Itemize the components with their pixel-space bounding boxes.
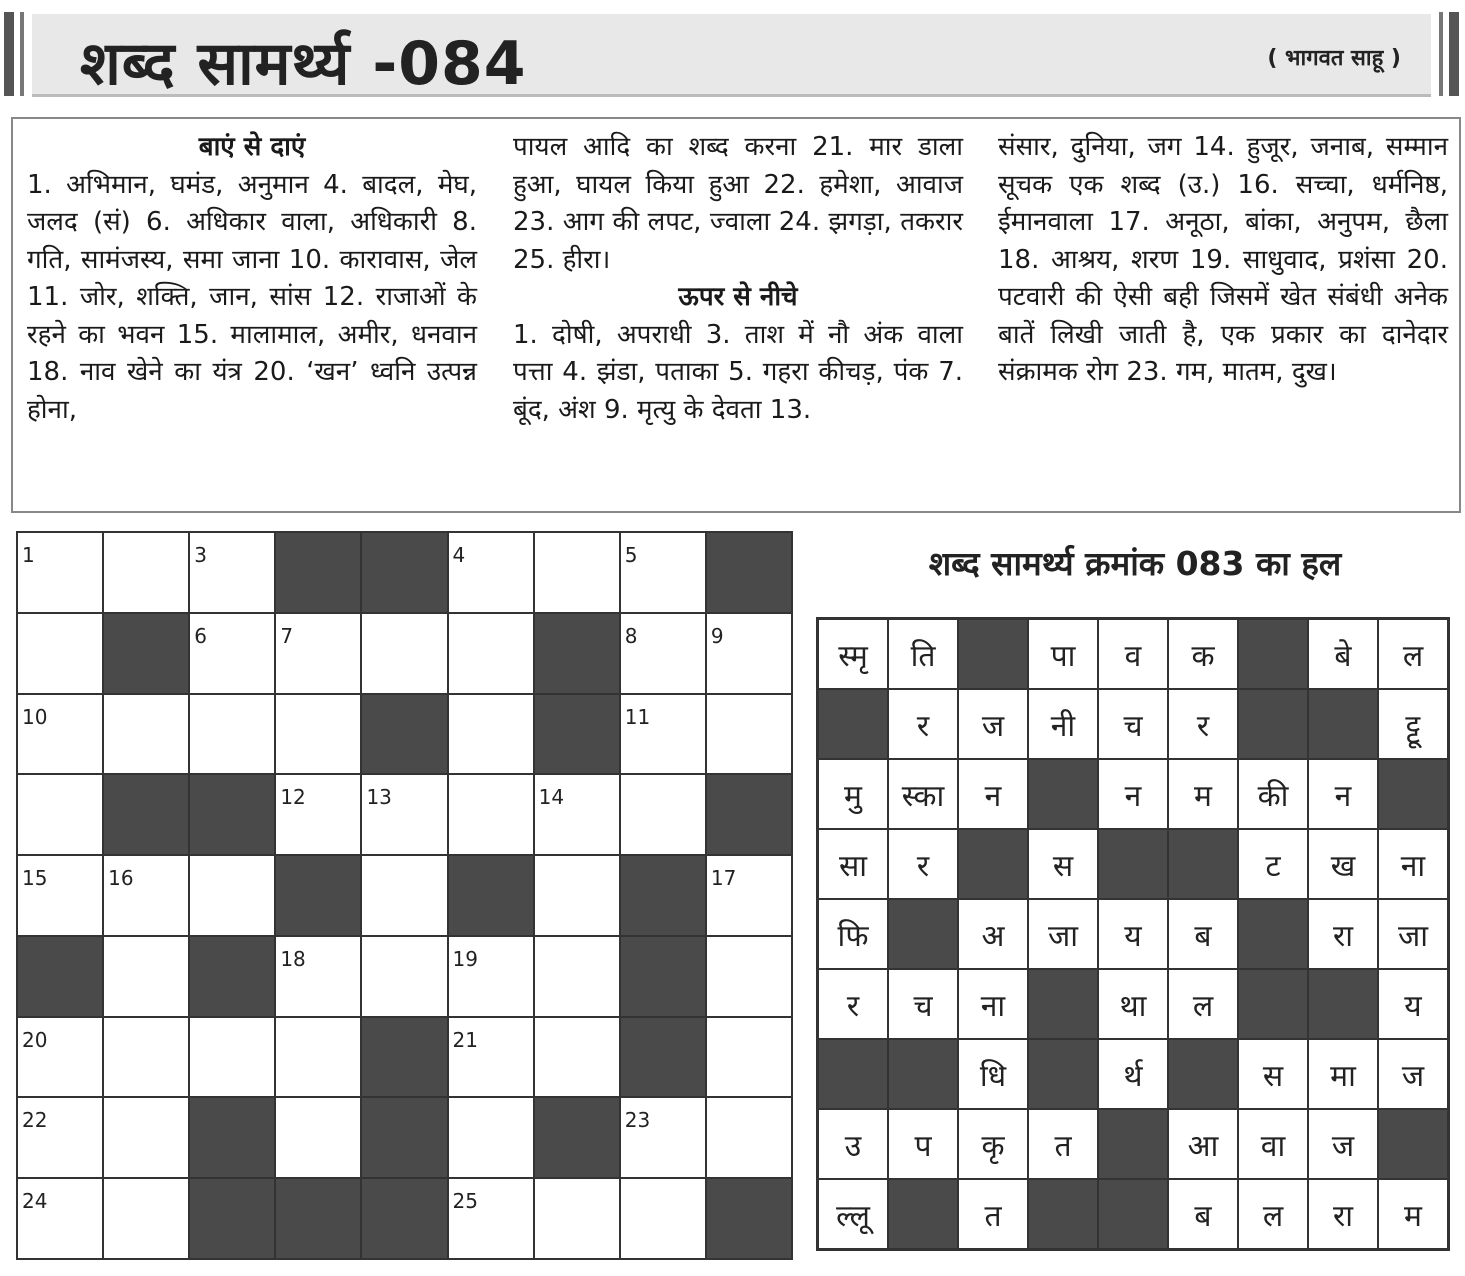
- solution-cell-blocked: [1098, 1179, 1168, 1249]
- grid-cell-blocked: [706, 774, 792, 855]
- solution-cell: ज: [1378, 1039, 1448, 1109]
- clue-number: 22: [22, 1108, 48, 1133]
- grid-cell[interactable]: [17, 1178, 103, 1259]
- grid-cell-blocked: [103, 774, 189, 855]
- solution-cell: रा: [1308, 899, 1378, 969]
- grid-cell[interactable]: [706, 1017, 792, 1098]
- solution-cell: ट: [1238, 829, 1308, 899]
- grid-cell-blocked: [534, 1097, 620, 1178]
- grid-cell[interactable]: [103, 1178, 189, 1259]
- solution-cell: र: [1168, 689, 1238, 759]
- clue-number: 6: [194, 623, 207, 648]
- clue-number: 15: [22, 866, 48, 891]
- grid-cell[interactable]: [534, 774, 620, 855]
- grid-cell[interactable]: [103, 1017, 189, 1098]
- header-left-rule: [20, 12, 24, 96]
- solution-cell: की: [1238, 759, 1308, 829]
- solution-cell: ट्टू: [1378, 689, 1448, 759]
- solution-cell: ब: [1168, 899, 1238, 969]
- grid-cell[interactable]: [103, 532, 189, 613]
- solution-cell-blocked: [1308, 689, 1378, 759]
- solution-cell: जा: [1378, 899, 1448, 969]
- solution-cell: न: [958, 759, 1028, 829]
- solution-cell-blocked: [888, 899, 958, 969]
- solution-cell: ना: [958, 969, 1028, 1039]
- grid-cell-blocked: [620, 855, 706, 936]
- grid-cell[interactable]: [448, 613, 534, 694]
- clues-column-1: [27, 129, 477, 429]
- clue-number: 1: [22, 543, 35, 567]
- solution-cell: ज: [1308, 1109, 1378, 1179]
- clue-number: 21: [452, 1027, 478, 1052]
- clue-number: 13: [366, 785, 392, 810]
- solution-cell: च: [1098, 689, 1168, 759]
- solution-cell-blocked: [1378, 1109, 1448, 1179]
- grid-cell[interactable]: [275, 1017, 361, 1098]
- solution-cell: मा: [1308, 1039, 1378, 1109]
- clue-number: 24: [22, 1189, 48, 1214]
- grid-cell[interactable]: [448, 1017, 534, 1098]
- solution-cell-blocked: [1028, 1039, 1098, 1109]
- header-right-rule: [1439, 12, 1443, 96]
- solution-cell: न: [1308, 759, 1378, 829]
- solution-cell-blocked: [958, 619, 1028, 689]
- grid-cell-blocked: [189, 936, 275, 1017]
- grid-cell-blocked: [706, 532, 792, 613]
- grid-cell[interactable]: [620, 1178, 706, 1259]
- solution-cell: ज: [958, 689, 1028, 759]
- grid-cell[interactable]: [189, 855, 275, 936]
- clue-number: 10: [22, 704, 48, 729]
- grid-cell[interactable]: [361, 936, 447, 1017]
- solution-cell-blocked: [1238, 899, 1308, 969]
- grid-cell[interactable]: [189, 613, 275, 694]
- grid-cell-blocked: [189, 1097, 275, 1178]
- solution-cell: म: [1168, 759, 1238, 829]
- grid-cell[interactable]: [103, 694, 189, 775]
- solution-cell-blocked: [1168, 1039, 1238, 1109]
- grid-cell[interactable]: [448, 694, 534, 775]
- grid-cell-blocked: [534, 694, 620, 775]
- solution-cell-blocked: [888, 1039, 958, 1109]
- solution-cell: वा: [1238, 1109, 1308, 1179]
- solution-cell-blocked: [1098, 829, 1168, 899]
- solution-cell: स्मृ: [818, 619, 888, 689]
- clue-number: 23: [624, 1108, 651, 1133]
- grid-cell[interactable]: [534, 855, 620, 936]
- solution-cell-blocked: [1028, 759, 1098, 829]
- solution-cell: ल्लू: [818, 1179, 888, 1249]
- header-left-bar: [4, 12, 14, 96]
- solution-cell: ख: [1308, 829, 1378, 899]
- clues-column-2: [513, 129, 963, 429]
- solution-cell: ल: [1238, 1179, 1308, 1249]
- grid-cell[interactable]: [17, 613, 103, 694]
- clue-number: 4: [452, 543, 466, 567]
- grid-cell[interactable]: [275, 613, 361, 694]
- solution-cell: नी: [1028, 689, 1098, 759]
- solution-cell: सा: [818, 829, 888, 899]
- grid-cell[interactable]: [534, 532, 620, 613]
- solution-cell: प: [888, 1109, 958, 1179]
- grid-cell[interactable]: [189, 532, 275, 613]
- grid-cell[interactable]: [275, 694, 361, 775]
- grid-cell[interactable]: [448, 1178, 534, 1259]
- clues-box: [11, 117, 1461, 513]
- page-header: [4, 12, 1459, 99]
- grid-cell[interactable]: [189, 694, 275, 775]
- solution-cell: र्थ: [1098, 1039, 1168, 1109]
- solution-cell: ल: [1168, 969, 1238, 1039]
- grid-cell[interactable]: [103, 936, 189, 1017]
- solution-cell: व: [1098, 619, 1168, 689]
- solution-cell-blocked: [818, 1039, 888, 1109]
- solution-cell-blocked: [1098, 1109, 1168, 1179]
- grid-cell-blocked: [361, 1178, 447, 1259]
- solution-cell: कृ: [958, 1109, 1028, 1179]
- solution-cell-blocked: [1378, 759, 1448, 829]
- clue-number: 14: [538, 785, 565, 810]
- grid-cell[interactable]: [275, 1097, 361, 1178]
- grid-cell[interactable]: [706, 1097, 792, 1178]
- grid-cell[interactable]: [17, 694, 103, 775]
- grid-cell-blocked: [361, 1097, 447, 1178]
- puzzle-title: शब्द सामर्थ्य -084: [80, 29, 527, 99]
- grid-cell-blocked: [17, 936, 103, 1017]
- solution-cell: र: [888, 689, 958, 759]
- clue-number: 9: [710, 623, 724, 648]
- grid-cell[interactable]: [275, 936, 361, 1017]
- grid-cell[interactable]: [706, 855, 792, 936]
- grid-cell[interactable]: [620, 1097, 706, 1178]
- grid-cell-blocked: [620, 936, 706, 1017]
- solution-cell: ति: [888, 619, 958, 689]
- solution-cell: रा: [1308, 1179, 1378, 1249]
- grid-cell-blocked: [275, 855, 361, 936]
- solution-cell: अ: [958, 899, 1028, 969]
- solution-cell: ब: [1168, 1179, 1238, 1249]
- solution-cell: न: [1098, 759, 1168, 829]
- grid-cell[interactable]: [275, 774, 361, 855]
- grid-cell[interactable]: [103, 1097, 189, 1178]
- grid-cell-blocked: [706, 1178, 792, 1259]
- solution-cell: च: [888, 969, 958, 1039]
- clue-number: 19: [452, 946, 478, 971]
- clue-number: 25: [452, 1189, 478, 1214]
- grid-cell-blocked: [620, 1017, 706, 1098]
- grid-cell[interactable]: [706, 613, 792, 694]
- solution-cell: म: [1378, 1179, 1448, 1249]
- solution-cell-blocked: [958, 829, 1028, 899]
- solution-cell: त: [958, 1179, 1028, 1249]
- down-clues-continued: संसार, दुनिया, जग 14. हुजूर, जनाब, सम्मान सूचक एक शब्द (उ.) 16. सच्चा, धर्मनिष्ठ, ईमानवाला 17. अनूठा, बांका, अनुपम, छैला 18. आश्रय, शरण 19. साधुवाद, प्रशंसा 20. पटवारी की ऐसी बही जिसमें खेत संबंधी अनेक बातें लिखी जाती है, एक प्रकार का दानेदार संक्रामक रोग 23. गम, मातम, दुख।: [998, 132, 1448, 387]
- grid-cell[interactable]: [17, 855, 103, 936]
- solution-cell: आ: [1168, 1109, 1238, 1179]
- grid-cell[interactable]: [448, 774, 534, 855]
- solution-cell: य: [1378, 969, 1448, 1039]
- grid-cell-blocked: [189, 1178, 275, 1259]
- solution-cell: धि: [958, 1039, 1028, 1109]
- grid-cell[interactable]: [17, 774, 103, 855]
- grid-cell[interactable]: [103, 855, 189, 936]
- grid-cell-blocked: [361, 1017, 447, 1098]
- grid-cell[interactable]: [534, 1017, 620, 1098]
- solution-cell-blocked: [1238, 619, 1308, 689]
- solution-cell-blocked: [1028, 969, 1098, 1039]
- clue-number: 3: [194, 543, 207, 567]
- grid-cell-blocked: [534, 613, 620, 694]
- grid-cell-blocked: [361, 532, 447, 613]
- grid-cell[interactable]: [706, 936, 792, 1017]
- across-clues: 1. अभिमान, घमंड, अनुमान 4. बादल, मेघ, जलद (सं) 6. अधिकार वाला, अधिकारी 8. गति, सामंजस्य, समा जाना 10. कारावास, जेल 11. जोर, शक्ति, जान, सांस 12. राजाओं के रहने का भवन 15. मालामाल, अमीर, धनवान 18. नाव खेने का यंत्र 20. ‘खन’ ध्वनि उत्पन्न होना,: [27, 169, 477, 425]
- solution-cell: य: [1098, 899, 1168, 969]
- solution-cell-blocked: [1238, 689, 1308, 759]
- grid-cell[interactable]: [361, 774, 447, 855]
- grid-cell[interactable]: [448, 936, 534, 1017]
- grid-cell-blocked: [275, 1178, 361, 1259]
- solution-cell: र: [888, 829, 958, 899]
- clue-number: 5: [624, 543, 638, 567]
- grid-cell[interactable]: [620, 532, 706, 613]
- solution-cell: क: [1168, 619, 1238, 689]
- grid-cell[interactable]: [448, 532, 534, 613]
- grid-cell-blocked: [361, 694, 447, 775]
- grid-cell[interactable]: [620, 774, 706, 855]
- solution-grid: [816, 617, 1450, 1251]
- down-clues: 1. दोषी, अपराधी 3. ताश में नौ अंक वाला पत्ता 4. झंडा, पताका 5. गहरा कीचड़, पंक 7. बूंद, अंश 9. मृत्यु के देवता 13.: [513, 319, 963, 425]
- header-right-bar: [1449, 12, 1459, 96]
- solution-title: शब्द सामर्थ्य क्रमांक 083 का हल: [928, 544, 1342, 583]
- grid-cell[interactable]: [17, 1097, 103, 1178]
- solution-cell-blocked: [1238, 969, 1308, 1039]
- clue-number: 11: [624, 704, 651, 729]
- clue-number: 18: [280, 946, 306, 971]
- solution-cell-blocked: [1308, 969, 1378, 1039]
- clue-number: 7: [280, 623, 294, 648]
- solution-cell: फि: [818, 899, 888, 969]
- crossword-grid: [16, 531, 793, 1260]
- solution-cell: बे: [1308, 619, 1378, 689]
- solution-cell: ल: [1378, 619, 1448, 689]
- solution-cell: उ: [818, 1109, 888, 1179]
- down-heading: ऊपर से नीचे: [678, 282, 798, 312]
- solution-cell-blocked: [888, 1179, 958, 1249]
- solution-cell: त: [1028, 1109, 1098, 1179]
- grid-cell[interactable]: [620, 613, 706, 694]
- solution-cell: था: [1098, 969, 1168, 1039]
- header-band: [32, 14, 1431, 97]
- grid-cell[interactable]: [534, 1178, 620, 1259]
- puzzle-author: ( भागवत साहू ): [1267, 46, 1401, 71]
- solution-cell: पा: [1028, 619, 1098, 689]
- grid-cell[interactable]: [534, 936, 620, 1017]
- solution-cell: ना: [1378, 829, 1448, 899]
- solution-cell: मु: [818, 759, 888, 829]
- grid-cell-blocked: [448, 855, 534, 936]
- grid-cell[interactable]: [17, 532, 103, 613]
- solution-cell: र: [818, 969, 888, 1039]
- solution-cell: स: [1028, 829, 1098, 899]
- solution-cell: जा: [1028, 899, 1098, 969]
- grid-cell-blocked: [275, 532, 361, 613]
- clue-number: 17: [710, 866, 737, 891]
- grid-cell[interactable]: [448, 1097, 534, 1178]
- grid-cell[interactable]: [361, 613, 447, 694]
- clue-number: 12: [280, 785, 306, 810]
- solution-cell-blocked: [818, 689, 888, 759]
- grid-cell[interactable]: [189, 1017, 275, 1098]
- grid-cell-blocked: [189, 774, 275, 855]
- grid-cell[interactable]: [620, 694, 706, 775]
- clues-column-3: [998, 129, 1448, 392]
- across-clues-continued: पायल आदि का शब्द करना 21. मार डाला हुआ, घायल किया हुआ 22. हमेशा, आवाज 23. आग की लपट, ज्वाला 24. झगड़ा, तकरार 25. हीरा।: [513, 132, 963, 275]
- grid-cell[interactable]: [361, 855, 447, 936]
- grid-cell[interactable]: [706, 694, 792, 775]
- grid-cell[interactable]: [17, 1017, 103, 1098]
- clue-number: 20: [22, 1027, 48, 1052]
- across-heading: बाएं से दाएं: [198, 132, 306, 162]
- solution-cell-blocked: [1168, 829, 1238, 899]
- grid-cell-blocked: [103, 613, 189, 694]
- clue-number: 16: [108, 866, 134, 891]
- solution-cell: स्का: [888, 759, 958, 829]
- solution-cell-blocked: [1028, 1179, 1098, 1249]
- solution-cell: स: [1238, 1039, 1308, 1109]
- clue-number: 8: [624, 623, 638, 648]
